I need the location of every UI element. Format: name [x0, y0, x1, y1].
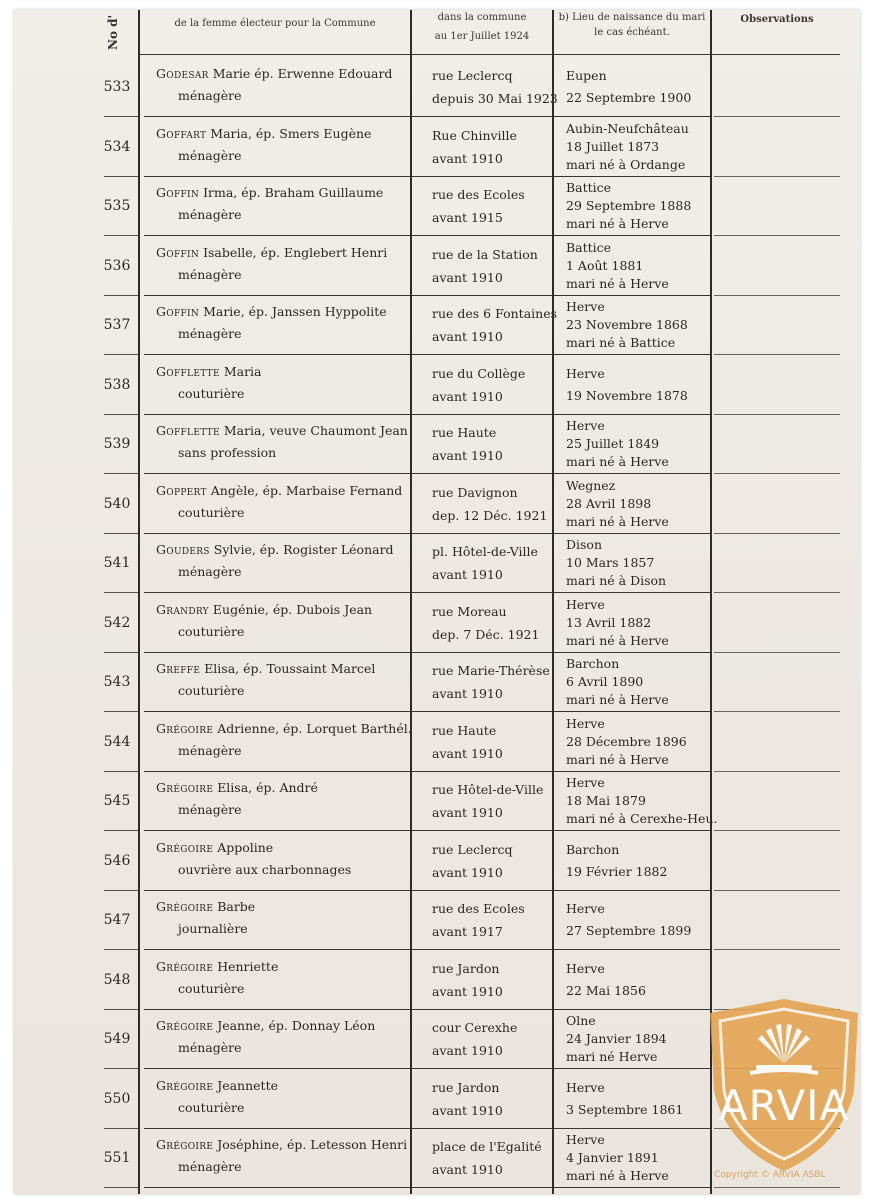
address-cell — [412, 356, 552, 415]
voter-name — [156, 1078, 278, 1093]
name-cell — [138, 1129, 408, 1188]
voter-occupation: couturière — [178, 1099, 245, 1115]
name-cell — [138, 594, 408, 653]
name-cell — [138, 118, 408, 177]
address-cell — [412, 951, 552, 1010]
address-since: avant 1910 — [432, 269, 503, 285]
birth-cell — [554, 58, 702, 117]
entry-number: 538 — [103, 376, 131, 393]
birth-date: 25 Juillet 1849 — [566, 436, 660, 451]
voter-name — [156, 959, 278, 974]
birth-date: 22 Septembre 1900 — [566, 90, 692, 105]
birth-place: Eupen — [566, 68, 607, 83]
voter-occupation: ménagère — [178, 326, 242, 341]
row-rule-birth — [554, 1187, 710, 1188]
header-birth-line2: le cas échéant. — [594, 27, 670, 38]
logo-text: ARVIA — [718, 1081, 850, 1130]
entry-number: 547 — [103, 912, 131, 928]
birth-place: Wegnez — [566, 477, 616, 493]
voter-name — [156, 483, 402, 498]
header-observations: Observations — [740, 14, 814, 25]
address-cell — [412, 177, 552, 236]
birth-cell — [554, 237, 702, 296]
birth-date: 6 Avril 1890 — [566, 674, 644, 689]
header-birth — [556, 10, 708, 40]
voter-surname: Grégoire — [156, 1018, 214, 1033]
row-rule-observations — [714, 1187, 840, 1188]
address-since: avant 1910 — [432, 567, 503, 582]
table-row — [14, 653, 860, 712]
birth-place: Battice — [566, 180, 612, 195]
address-cell — [412, 1010, 552, 1069]
voter-surname: Grandry — [156, 601, 209, 617]
voter-surname: Goffart — [156, 125, 207, 141]
name-cell — [138, 356, 408, 415]
arvia-logo — [702, 995, 860, 1175]
address-street: rue Jardon — [432, 960, 500, 976]
address-since: avant 1910 — [432, 1102, 503, 1118]
voter-occupation: ménagère — [178, 742, 242, 758]
birth-date: 27 Septembre 1899 — [566, 923, 692, 938]
voter-given-name: Maria, ép. Smers Eugène — [210, 125, 372, 141]
birth-cell — [554, 177, 702, 236]
table-row — [14, 237, 860, 296]
voter-surname: Gouders — [156, 542, 210, 557]
address-since: dep. 12 Déc. 1921 — [432, 507, 548, 523]
birth-place: Barchon — [566, 841, 620, 857]
address-cell — [412, 296, 558, 355]
address-since: avant 1910 — [432, 448, 503, 463]
name-cell — [138, 475, 408, 534]
voter-name — [156, 185, 383, 200]
voter-given-name: Jeannette — [217, 1077, 278, 1093]
name-cell — [138, 772, 408, 831]
name-cell — [138, 296, 408, 355]
voter-occupation: ménagère — [178, 266, 242, 282]
birth-cell — [554, 951, 702, 1010]
table-row — [14, 118, 860, 177]
address-street: rue du Collège — [432, 365, 526, 381]
address-street: rue des 6 Fontaines — [432, 306, 558, 321]
voter-given-name: Joséphine, ép. Letesson Henri — [217, 1137, 408, 1152]
voter-surname: Goppert — [156, 482, 207, 498]
address-street: rue Leclercq — [432, 68, 513, 83]
address-since: avant 1910 — [432, 329, 503, 344]
voter-surname: Gofflette — [156, 423, 220, 438]
entry-number: 534 — [103, 138, 131, 155]
entry-number: 536 — [103, 257, 131, 274]
husband-birthplace: mari né à Dison — [566, 573, 667, 588]
address-cell — [412, 832, 552, 891]
voter-given-name: Marie, ép. Janssen Hyppolite — [203, 304, 387, 319]
voter-given-name: Elisa, ép. Toussaint Marcel — [204, 661, 376, 676]
entry-number: 544 — [103, 733, 131, 750]
voter-name — [156, 304, 387, 319]
birth-date: 18 Juillet 1873 — [566, 138, 660, 154]
voter-occupation: ménagère — [178, 1040, 242, 1055]
voter-name — [156, 899, 255, 914]
address-cell — [412, 1129, 552, 1188]
voter-given-name: Angèle, ép. Marbaise Fernand — [210, 482, 403, 498]
voter-given-name: Barbe — [217, 899, 256, 914]
entry-number: 535 — [103, 198, 131, 214]
voter-surname: Greffe — [156, 661, 201, 676]
birth-cell — [554, 772, 718, 831]
voter-surname: Godesar — [156, 66, 209, 81]
birth-place: Herve — [566, 1132, 605, 1147]
voter-given-name: Appoline — [217, 839, 274, 855]
header-address — [414, 10, 550, 44]
birth-place: Herve — [566, 1079, 605, 1095]
address-street: rue Jardon — [432, 1079, 500, 1095]
table-row — [14, 594, 860, 653]
voter-occupation: couturière — [178, 683, 245, 698]
number-rule — [104, 1187, 138, 1188]
table-row — [14, 475, 860, 534]
voter-name — [156, 423, 408, 438]
voter-name — [156, 364, 262, 379]
birth-cell — [554, 534, 702, 593]
birth-date: 29 Septembre 1888 — [566, 198, 692, 213]
voter-occupation: ménagère — [178, 88, 242, 103]
birth-date: 22 Mai 1856 — [566, 982, 646, 998]
address-street: rue Haute — [432, 425, 497, 440]
birth-place: Aubin-Neufchâteau — [566, 120, 689, 136]
birth-cell — [554, 653, 702, 712]
address-street: Rue Chinville — [432, 127, 517, 143]
name-cell — [138, 177, 408, 236]
husband-birthplace: mari né à Herve — [566, 632, 669, 648]
birth-cell — [554, 1010, 702, 1069]
header-birth-line1: b) Lieu de naissance du mari — [558, 12, 706, 23]
birth-place: Dison — [566, 537, 603, 552]
copyright-notice: Copyright © ARVIA ASBL — [714, 1170, 826, 1180]
voter-surname: Goffin — [156, 244, 200, 260]
address-since: avant 1910 — [432, 686, 503, 701]
voter-occupation: ouvrière aux charbonnages — [178, 861, 352, 877]
voter-name — [156, 542, 394, 557]
birth-cell — [554, 1129, 702, 1188]
husband-birthplace: mari né à Cerexhe-Heu. — [566, 811, 718, 826]
birth-date: 28 Avril 1898 — [566, 495, 652, 511]
birth-cell — [554, 891, 702, 950]
husband-birthplace: mari né à Ordange — [566, 156, 686, 172]
voter-name — [156, 721, 412, 736]
row-rule-name — [144, 1187, 410, 1188]
address-since: avant 1915 — [432, 210, 503, 225]
table-row — [14, 891, 860, 950]
birth-cell — [554, 475, 702, 534]
address-since: avant 1910 — [432, 1043, 503, 1058]
birth-date: 18 Mai 1879 — [566, 793, 646, 808]
birth-place: Herve — [566, 596, 605, 612]
address-since: avant 1910 — [432, 745, 503, 761]
address-cell — [412, 772, 552, 831]
voter-surname: Grégoire — [156, 780, 214, 795]
header-rule — [138, 54, 840, 55]
birth-place: Olne — [566, 1013, 596, 1028]
voter-name — [156, 245, 387, 260]
voter-name — [156, 602, 372, 617]
voter-occupation: ménagère — [178, 1159, 242, 1174]
name-cell — [138, 951, 408, 1010]
voter-given-name: Isabelle, ép. Englebert Henri — [203, 244, 388, 260]
address-since: avant 1910 — [432, 388, 503, 404]
birth-cell — [554, 832, 702, 891]
address-cell — [412, 415, 552, 474]
voter-surname: Grégoire — [156, 899, 214, 914]
address-since: avant 1910 — [432, 805, 503, 820]
birth-place: Herve — [566, 901, 605, 916]
name-cell — [138, 534, 408, 593]
header-name: de la femme électeur pour la Commune — [174, 18, 376, 29]
entry-number: 549 — [103, 1031, 131, 1047]
husband-birthplace: mari né à Herve — [566, 454, 669, 469]
voter-name — [156, 661, 375, 676]
address-since: depuis 30 Mai 1923 — [432, 91, 558, 106]
birth-place: Herve — [566, 299, 605, 314]
address-since: avant 1910 — [432, 864, 503, 880]
voter-surname: Grégoire — [156, 1137, 214, 1152]
birth-place: Battice — [566, 239, 612, 255]
voter-occupation: couturière — [178, 385, 245, 401]
voter-name — [156, 1018, 375, 1033]
address-since: avant 1917 — [432, 924, 503, 939]
entry-number: 540 — [103, 495, 131, 512]
address-street: cour Cerexhe — [432, 1020, 518, 1035]
address-cell — [412, 237, 552, 296]
address-street: pl. Hôtel-de-Ville — [432, 544, 538, 559]
entry-number: 543 — [103, 674, 131, 690]
birth-cell — [554, 296, 702, 355]
voter-given-name: Irma, ép. Braham Guillaume — [203, 185, 384, 200]
address-street: rue Marie-Thérèse — [432, 663, 550, 678]
voter-surname: Gofflette — [156, 363, 220, 379]
table-row — [14, 58, 860, 117]
voter-name — [156, 66, 392, 81]
table-row — [14, 296, 860, 355]
birth-place: Herve — [566, 418, 605, 433]
name-cell — [138, 1010, 408, 1069]
voter-given-name: Marie ép. Erwenne Edouard — [212, 66, 393, 81]
voter-surname: Goffin — [156, 304, 200, 319]
husband-birthplace: mari né à Herve — [566, 275, 669, 291]
address-street: rue des Ecoles — [432, 187, 525, 202]
voter-name — [156, 780, 318, 795]
table-row — [14, 772, 860, 831]
address-street: rue de la Station — [432, 246, 538, 262]
birth-cell — [554, 415, 702, 474]
name-cell — [138, 713, 412, 772]
entry-number: 550 — [103, 1090, 131, 1107]
name-cell — [138, 1070, 408, 1129]
address-street: rue Davignon — [432, 484, 518, 500]
voter-occupation: couturière — [178, 980, 245, 996]
address-since: avant 1910 — [432, 983, 503, 999]
voter-name — [156, 840, 273, 855]
birth-cell — [554, 356, 702, 415]
header-address-line1: dans la commune — [437, 12, 527, 23]
table-row — [14, 356, 860, 415]
voter-name — [156, 126, 371, 141]
birth-date: 28 Décembre 1896 — [566, 733, 687, 749]
husband-birthplace: mari né à Herve — [566, 1168, 669, 1183]
voter-occupation: couturière — [178, 504, 245, 520]
table-row — [14, 534, 860, 593]
birth-date: 4 Janvier 1891 — [566, 1150, 659, 1165]
row-rule-address — [412, 1187, 552, 1188]
address-cell — [412, 475, 552, 534]
name-cell — [138, 415, 408, 474]
voter-given-name: Jeanne, ép. Donnay Léon — [217, 1018, 376, 1033]
name-cell — [138, 237, 408, 296]
address-street: rue Hôtel-de-Ville — [432, 782, 544, 797]
name-cell — [138, 653, 408, 712]
birth-date: 23 Novembre 1868 — [566, 317, 688, 332]
birth-cell — [554, 118, 702, 177]
voter-surname: Grégoire — [156, 958, 214, 974]
address-since: avant 1910 — [432, 150, 503, 166]
voter-given-name: Elisa, ép. André — [217, 780, 318, 795]
birth-date: 3 Septembre 1861 — [566, 1101, 684, 1117]
entry-number: 539 — [103, 436, 131, 452]
husband-birthplace: mari né à Herve — [566, 513, 669, 529]
birth-cell — [554, 1070, 702, 1129]
address-street: place de l'Egalité — [432, 1139, 542, 1154]
entry-number: 541 — [103, 555, 131, 571]
voter-surname: Grégoire — [156, 1077, 214, 1093]
address-cell — [412, 653, 552, 712]
voter-surname: Goffin — [156, 185, 200, 200]
table-row — [14, 713, 860, 772]
register-page — [14, 10, 860, 1194]
voter-occupation: ménagère — [178, 564, 242, 579]
table-row — [14, 832, 860, 891]
birth-date: 24 Janvier 1894 — [566, 1031, 667, 1046]
entry-number: 548 — [103, 971, 131, 988]
birth-date: 19 Février 1882 — [566, 863, 668, 879]
husband-birthplace: mari né à Herve — [566, 751, 669, 767]
birth-date: 13 Avril 1882 — [566, 614, 652, 630]
address-cell — [412, 713, 552, 772]
address-since: dep. 7 Déc. 1921 — [432, 626, 540, 642]
husband-birthplace: mari né à Herve — [566, 216, 669, 231]
birth-place: Herve — [566, 715, 605, 731]
name-cell — [138, 832, 408, 891]
birth-cell — [554, 594, 702, 653]
voter-given-name: Maria — [223, 363, 262, 379]
address-cell — [412, 594, 552, 653]
address-cell — [412, 534, 552, 593]
birth-cell — [554, 713, 702, 772]
entry-number: 533 — [103, 79, 131, 95]
voter-given-name: Sylvie, ép. Rogister Léonard — [213, 542, 394, 557]
entry-number: 537 — [103, 317, 131, 333]
address-street: rue des Ecoles — [432, 901, 525, 916]
address-cell — [412, 1070, 552, 1129]
entry-number: 542 — [103, 614, 131, 631]
husband-birthplace: mari né Herve — [566, 1049, 658, 1064]
voter-given-name: Henriette — [217, 958, 279, 974]
voter-occupation: sans profession — [178, 445, 277, 460]
husband-birthplace: mari né à Battice — [566, 335, 676, 350]
entry-number: 551 — [103, 1150, 131, 1166]
birth-place: Barchon — [566, 656, 620, 671]
birth-place: Herve — [566, 775, 605, 790]
name-cell — [138, 891, 408, 950]
voter-name — [156, 1137, 407, 1152]
entry-number: 546 — [103, 852, 131, 869]
birth-date: 10 Mars 1857 — [566, 555, 655, 570]
address-cell — [412, 58, 558, 117]
voter-occupation: journalière — [178, 921, 248, 936]
header-number: No d' — [106, 14, 120, 50]
voter-occupation: ménagère — [178, 802, 242, 817]
birth-date: 19 Novembre 1878 — [566, 387, 688, 403]
address-cell — [412, 891, 552, 950]
table-row — [14, 177, 860, 236]
table-row — [14, 415, 860, 474]
birth-place: Herve — [566, 365, 605, 381]
voter-occupation: ménagère — [178, 147, 242, 163]
birth-place: Herve — [566, 960, 605, 976]
voter-given-name: Maria, veuve Chaumont Jean — [223, 423, 408, 438]
address-since: avant 1910 — [432, 1162, 503, 1177]
name-cell — [138, 58, 408, 117]
voter-given-name: Eugénie, ép. Dubois Jean — [212, 601, 373, 617]
address-street: rue Moreau — [432, 603, 507, 619]
voter-surname: Grégoire — [156, 839, 214, 855]
address-cell — [412, 118, 552, 177]
address-street: rue Haute — [432, 722, 497, 738]
voter-occupation: couturière — [178, 623, 245, 639]
voter-occupation: ménagère — [178, 207, 242, 222]
husband-birthplace: mari né à Herve — [566, 692, 669, 707]
voter-given-name: Adrienne, ép. Lorquet Barthél. — [217, 720, 412, 736]
entry-number: 545 — [103, 793, 131, 809]
voter-surname: Grégoire — [156, 720, 214, 736]
birth-date: 1 Août 1881 — [566, 257, 644, 273]
header-address-line2: au 1er Juillet 1924 — [434, 31, 530, 42]
address-street: rue Leclercq — [432, 841, 513, 857]
